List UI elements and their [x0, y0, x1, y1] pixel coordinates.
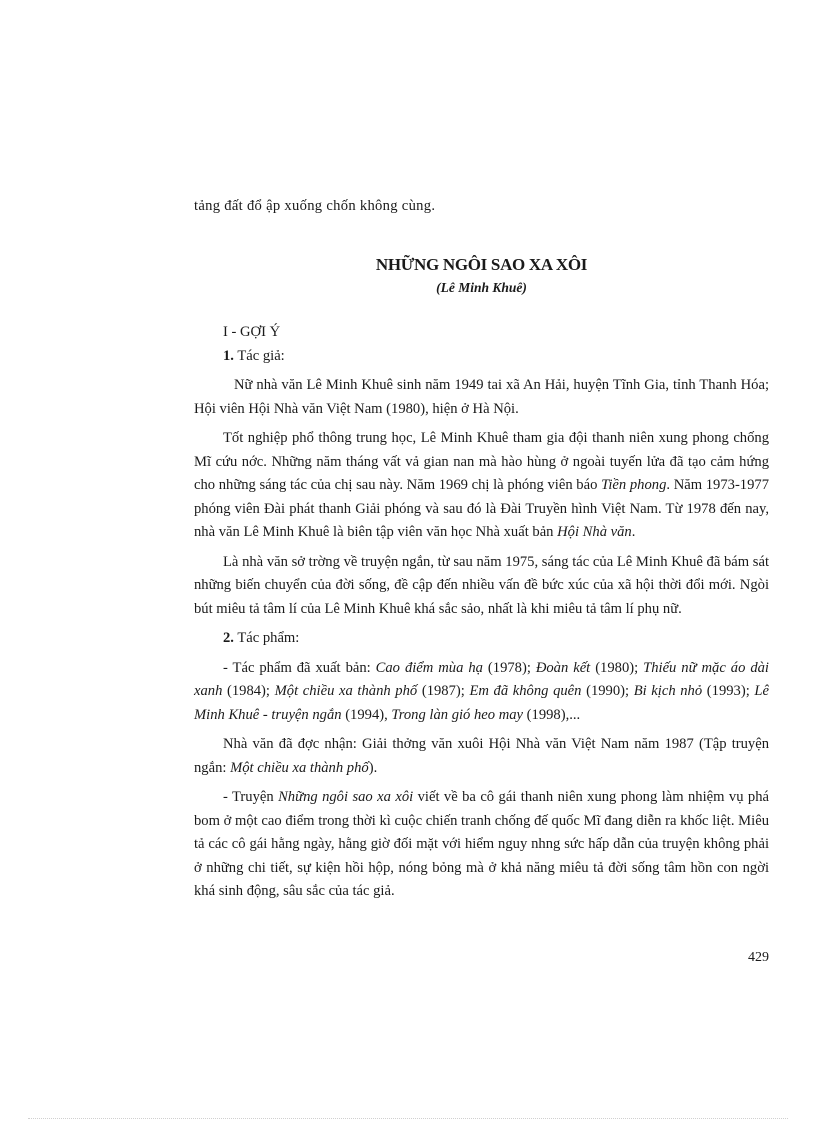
- subsection-works: [223, 627, 769, 651]
- work-title: Một chiều xa thành phố: [230, 759, 369, 776]
- paragraph-career: Tốt nghiệp phổ thông trung học, Lê Minh Khuê tham gia đội thanh niên xung phong chống Mĩ cứu nớc. Những năm tháng vất vả gian nan mà hào hùng ở ngoài tuyến lửa đã tạo cảm hứng cho những sáng tác của chị sau này. Năm 1969 chị là phóng viên báo Tiền phong. Năm 1973-1977 phóng viên Đài phát thanh Giải phóng và sau đó là Đài Truyền hình Việt Nam. Từ 1978 đến nay, nhà văn Lê Minh Khuê là biên tập viên văn học Nhà xuất bản Hội Nhà văn.: [194, 430, 769, 540]
- work-title: Bi kịch nhỏ: [633, 683, 703, 699]
- page-title: NHỮNG NGÔI SAO XA XÔI: [375, 255, 588, 274]
- work-title: Lê Minh Khuê - truyện ngắn: [194, 683, 769, 723]
- work-title: Những ngôi sao xa xôi: [278, 789, 414, 805]
- paragraph-birth: Nữ nhà văn Lê Minh Khuê sinh năm 1949 tai xã An Hải, huyện Tĩnh Gia, tỉnh Thanh Hóa; Hội viên Hội Nhà văn Việt Nam (1980), hiện ở Hà Nội.: [194, 377, 769, 417]
- paragraph-award: Nhà văn đã đợc nhận: Giải thởng văn xuôi Hội Nhà văn Việt Nam năm 1987 (Tập truyện ngắn: Một chiều xa thành phố).: [194, 736, 769, 776]
- subsection-label: Tác giả:: [233, 347, 285, 364]
- work-title: Đoàn kết: [535, 659, 591, 676]
- paragraph-published-works: - Tác phẩm đã xuất bản: Cao điểm mùa hạ (1978); Đoàn kết (1980); Thiếu nữ mặc áo dài xanh (1984); Một chiều xa thành phố (1987); Em đã không quên (1990); Bi kịch nhỏ (1993); Lê Minh Khuê - truyện ngắn (1994), Trong làn gió heo may (1998),...: [194, 659, 769, 723]
- page-bottom-divider: [28, 1118, 788, 1119]
- italic-title: Hội Nhà văn: [557, 524, 632, 540]
- document-body: [194, 321, 769, 910]
- work-title: Em đã không quên: [469, 683, 582, 699]
- work-title: Thiếu nữ mặc áo dài xanh: [194, 659, 769, 699]
- paragraph-story-summary: - Truyện Những ngôi sao xa xôi viết về ba cô gái thanh niên xung phong làm nhiệm vụ phá bom ở một cao điểm trong thời kì cuộc chiến tranh chống đế quốc Mĩ đang diễn ra khốc liệt. Miêu tả các cô gái hằng ngày, hằng giờ đối mặt với hiểm nguy nhng sức hấp dẫn của truyện không phải ở những chi tiết, sự kiện hồi hộp, nóng bỏng mà ở khả năng miêu tả đời sống tâm hồn con ngời khá sinh động, sâu sắc của tác giả.: [194, 789, 769, 899]
- subsection-label: Tác phẩm:: [233, 630, 300, 646]
- section-heading: I - GỢI Ý: [223, 324, 281, 340]
- paragraph-style: Là nhà văn sở trờng về truyện ngắn, từ sau năm 1975, sáng tác của Lê Minh Khuê đã bám sát những biến chuyển của đời sống, đề cập đến nhiều vấn đề bức xúc của xã hội thời đổi mới. Ngòi bút miêu tả tâm lí của Lê Minh Khuê khá sắc sảo, nhất là khi miêu tả tâm lí phụ nữ.: [194, 553, 769, 617]
- subsection-number: 1.: [223, 347, 234, 364]
- subsection-number: 2.: [223, 630, 234, 646]
- subsection-author: [223, 345, 769, 369]
- work-title: Trong làn gió heo may: [391, 706, 524, 723]
- carry-over-line: tảng đất đổ ập xuống chốn không cùng.: [194, 198, 436, 214]
- author-name: (Lê Minh Khuê): [436, 280, 527, 295]
- work-title: Cao điểm mùa hạ: [375, 659, 483, 676]
- italic-title: Tiền phong: [601, 477, 667, 493]
- page-number: 429: [748, 950, 769, 965]
- work-title: Một chiều xa thành phố: [274, 683, 418, 699]
